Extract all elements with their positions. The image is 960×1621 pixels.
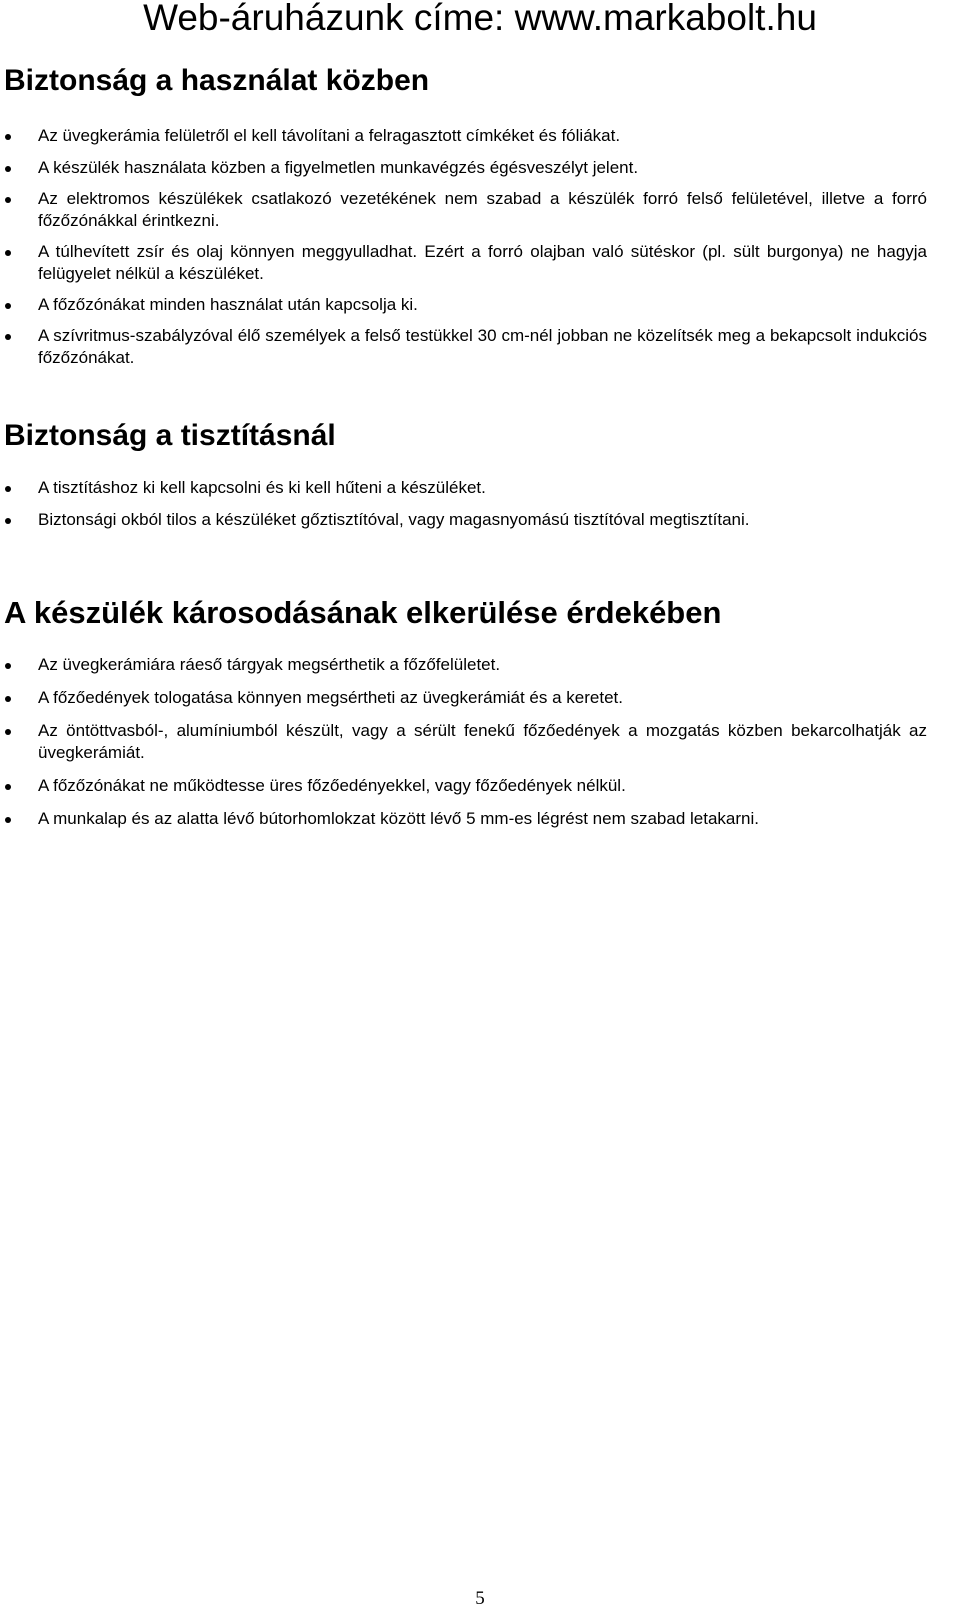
list-item-text: Az öntöttvasból-, alumíniumból készült, vagy a sérült fenekű főzőedények a mozgatás közben bekarcolhatják az üvegkerámiát. [38,721,927,762]
bullet-icon [5,663,11,669]
section-title-cleaning-safety: Biztonság a tisztításnál [4,419,336,452]
bullet-icon [5,817,11,823]
site-header-title: Web-áruházunk címe: www.markabolt.hu [143,0,817,38]
list-item [0,188,960,232]
list-item-text: A tisztításhoz ki kell kapcsolni és ki kell hűteni a készüléket. [38,478,486,497]
list-item-text: Biztonsági okból tilos a készüléket gőztisztítóval, vagy magasnyomású tisztítóval megtisztítani. [38,510,750,529]
bullet-icon [5,166,11,172]
bullet-icon [5,784,11,790]
bullet-icon [5,696,11,702]
list-item [0,775,960,797]
list-item-text: A munkalap és az alatta lévő bútorhomlokzat között lévő 5 mm-es légrést nem szabad letakarni. [38,809,759,828]
section-title-damage-prevention: A készülék károsodásának elkerülése érdekében [4,595,722,630]
bullet-icon [5,303,11,309]
list-item [0,720,960,764]
list-item-text: A főzőzónákat minden használat után kapcsolja ki. [38,295,418,314]
damage-prevention-list [0,654,960,841]
list-item-text: Az üvegkerámia felületről el kell távolítani a felragasztott címkéket és fóliákat. [38,126,621,145]
list-item-text: A főzőedények tologatása könnyen megsértheti az üvegkerámiát és a keretet. [38,688,623,707]
cleaning-safety-list [0,477,960,541]
list-item [0,654,960,676]
list-item [0,687,960,709]
list-item-text: A szívritmus-szabályzóval élő személyek a felső testükkel 30 cm-nél jobban ne közelítsék meg a bekapcsolt indukciós főzőzónákat. [38,326,927,367]
bullet-icon [5,486,11,492]
bullet-icon [5,334,11,340]
bullet-icon [5,134,11,140]
list-item-text: A túlhevített zsír és olaj könnyen meggyulladhat. Ezért a forró olajban való sütéskor (pl. sült burgonya) ne hagyja felügyelet nélkül a készüléket. [38,242,927,283]
list-item [0,509,960,531]
list-item [0,808,960,830]
list-item-text: A főzőzónákat ne működtesse üres főzőedényekkel, vagy főzőedények nélkül. [38,776,626,795]
list-item [0,477,960,499]
bullet-icon [5,729,11,735]
list-item-text: Az elektromos készülékek csatlakozó vezetékének nem szabad a készülék forró felső felületével, illetve a forró főzőzónákkal érintkezni. [38,189,927,230]
list-item [0,157,960,179]
list-item [0,125,960,147]
list-item-text: A készülék használata közben a figyelmetlen munkavégzés égésveszélyt jelent. [38,158,639,177]
page-number: 5 [475,1588,485,1609]
list-item [0,325,960,369]
list-item-text: Az üvegkerámiára ráeső tárgyak megsérthetik a főzőfelületet. [38,655,501,674]
bullet-icon [5,250,11,256]
section-title-usage-safety: Biztonság a használat közben [4,64,430,97]
bullet-icon [5,197,11,203]
list-item [0,241,960,285]
bullet-icon [5,518,11,524]
list-item [0,294,960,316]
usage-safety-list [0,125,960,378]
